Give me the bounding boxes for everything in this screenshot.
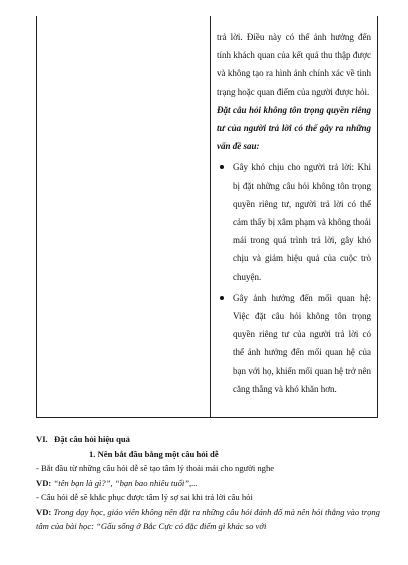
example-label: VD: (36, 477, 52, 488)
bullet-text: Gây ảnh hưởng đến mối quan hệ: Việc đặt câu hỏi không tôn trọng quyền riêng tư của người trả lời có thể ảnh hưởng đến mối quan hệ của bạn với họ, khiến mối quan hệ trở nên căng thẳng và khó khăn hơn. (233, 292, 371, 394)
bullet-item (217, 158, 371, 285)
content-table (36, 16, 378, 418)
body-line: - Bắt đầu từ những câu hỏi dễ sẽ tạo tâm lý thoải mái cho người nghe (36, 463, 275, 473)
section-number: VI. (36, 434, 48, 444)
example-line (36, 505, 380, 534)
section-heading (36, 432, 380, 447)
table-right-cell (217, 28, 371, 401)
cell-bullet-list (217, 158, 371, 398)
section-vi (36, 432, 380, 534)
bullet-item (217, 289, 371, 398)
body-line: - Câu hỏi dễ sẽ khắc phục được tâm lý sợ sai khi trả lời câu hỏi (36, 492, 253, 502)
bullet-text: Gây khó chịu cho người trả lời: Khi bị đặt những câu hỏi không tôn trọng quyền riêng tư, người trả lời có thể cảm thấy bị xâm phạm và không thoải mái trong quá trình trả lời, gây khó chịu và giảm hiệu quả của cuộc trò chuyện. (233, 162, 371, 282)
example-text: “tên bạn là gì?”, “bạn bao nhiêu tuổi”,... (53, 477, 198, 488)
table-column-divider (210, 16, 211, 417)
section-title: Đặt câu hỏi hiệu quả (54, 434, 130, 444)
example-line (36, 476, 380, 491)
example-label: VD: (36, 506, 52, 517)
bullet-dot-icon (220, 296, 224, 300)
sub-heading: 1. Nên bắt đầu bằng một câu hỏi dễ (89, 448, 219, 459)
example-text: Trong dạy học, giáo viên không nên đặt ra những câu hỏi đánh đố mà nên hỏi thẳng vào trọng tâm của bài học: “Gấu sống ở Bắc Cực có đặc điểm gì khác so với (36, 506, 380, 531)
bullet-dot-icon (220, 165, 224, 169)
cell-question-heading: Đặt câu hỏi không tôn trọng quyền riêng tư của người trả lời có thể gây ra những vấn đề sau: (217, 104, 371, 152)
cell-paragraph: trả lời. Điều này có thể ảnh hưởng đến tính khách quan của kết quả thu thập được và không tạo ra hình ảnh chính xác về tình trạng hoặc quan điểm của người được hỏi. (217, 32, 371, 97)
